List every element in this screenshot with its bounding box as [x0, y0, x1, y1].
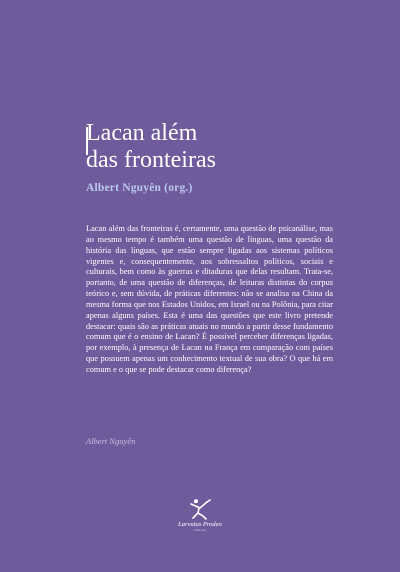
back-cover-blurb: Lacan além das fronteiras é, certamente, uma questão de psicanálise, mas ao mesmo tempo é também uma questão de línguas, uma questão da história das línguas, que estão sempre ligadas aos sistemas políticos vigentes e, consequentemente, aos sobressaltos políticos, sociais e culturais, bem como às guerras e ditaduras que delas resultam. Trata-se, portanto, de uma questão de diferenças, de leituras distintas do corpus teórico e, sem dúvida, de práticas diferentes: não se analisa na China da mesma forma que nos Estados Unidos, em Israel ou na Polônia, para citar apenas alguns países. Esta é uma das questões que este livro pretende destacar: quais são as práticas atuais no mundo a partir desse fundamento comum que é o ensino de Lacan? É possível perceber diferenças ligadas, por exemplo, à presença de Lacan na França em comparação com países que possuem apenas um conhecimento textual de sua obra? O que há em comum e o que se pode destacar como diferença?	[86, 224, 333, 374]
book-title	[86, 120, 346, 174]
dancing-figure-icon	[187, 498, 213, 520]
author-name: Albert Nguyên (org.)	[86, 182, 193, 194]
publisher-subtitle: editora	[193, 528, 207, 532]
publisher-name: Larvatus Prodeo	[178, 521, 222, 528]
title-line-1: Lacan além	[86, 120, 198, 146]
blurb-signature: Albert Nguyên	[86, 436, 136, 446]
publisher-logo	[158, 498, 242, 544]
title-line-2: das fronteiras	[86, 147, 216, 173]
